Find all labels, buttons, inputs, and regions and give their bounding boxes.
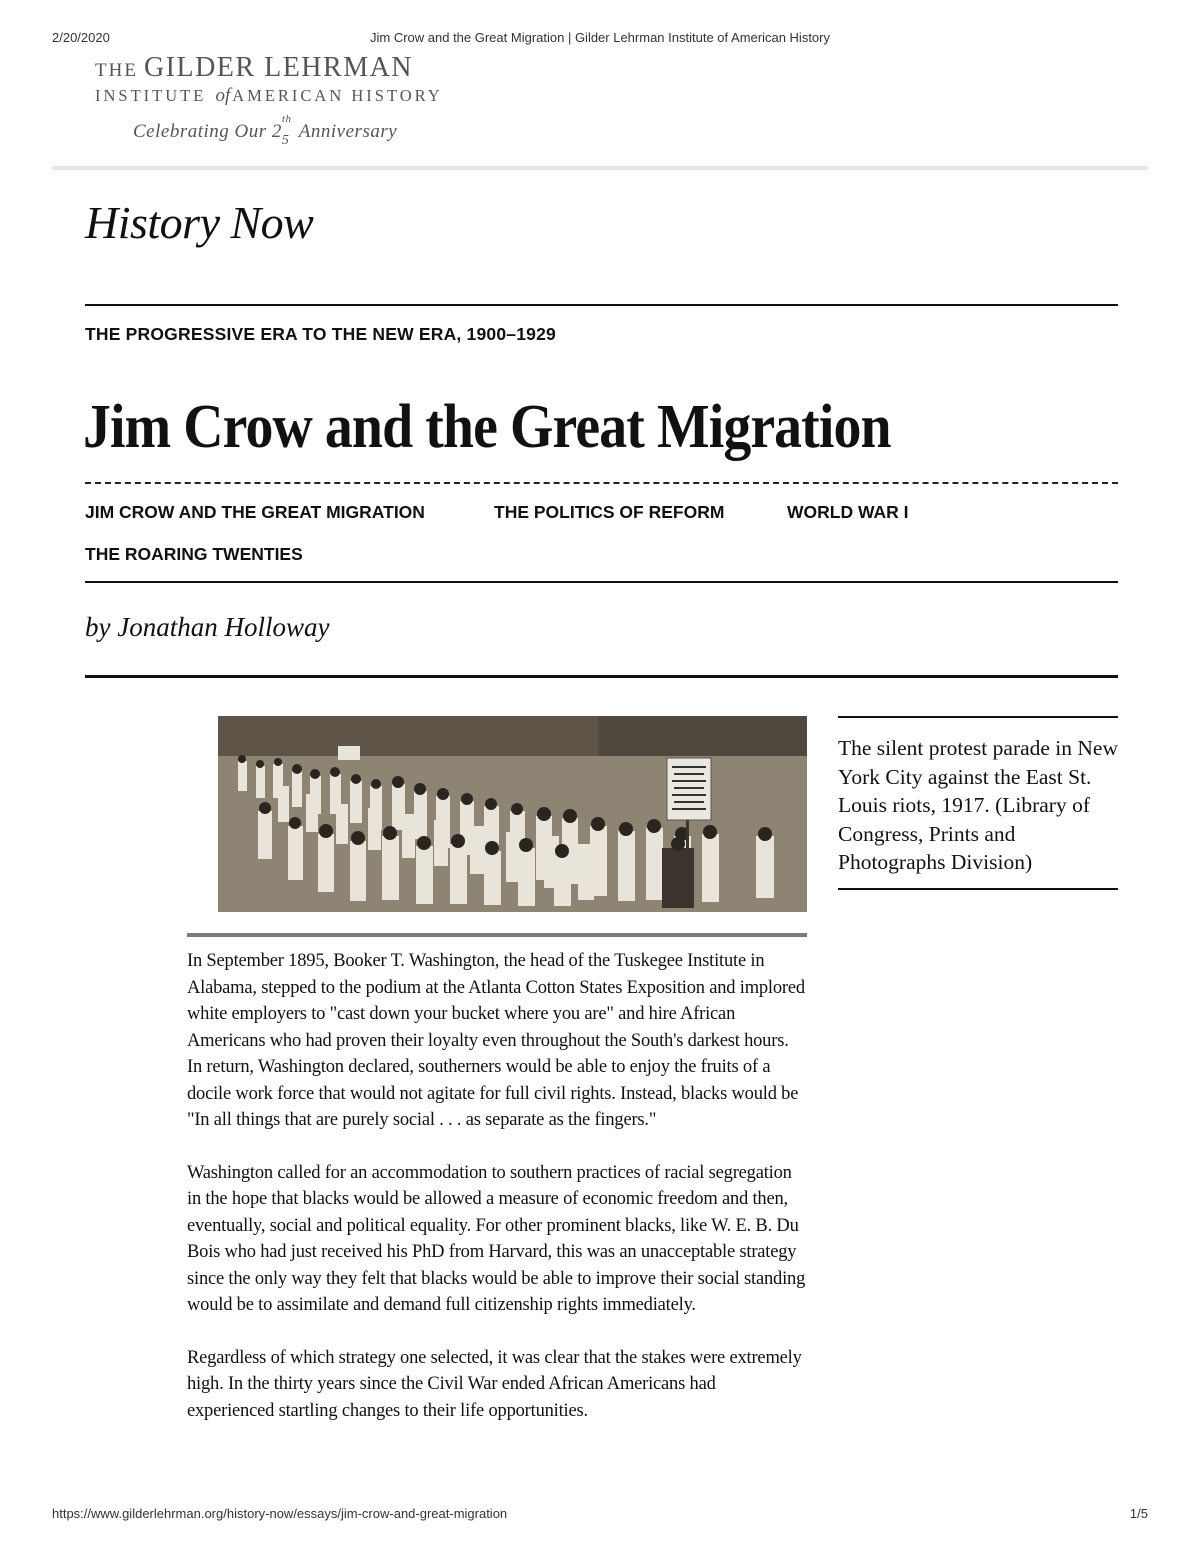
byline-bottom-rule — [85, 675, 1118, 678]
byline: by Jonathan Holloway — [85, 612, 330, 642]
photo-caption-box — [838, 716, 1118, 890]
logo-of: of — [215, 85, 231, 106]
tab-roaring-twenties[interactable]: THE ROARING TWENTIES — [85, 544, 303, 564]
photo-man-head — [671, 837, 685, 851]
headline-dashed-rule — [85, 482, 1118, 484]
article-body — [187, 948, 807, 1450]
print-document-title: Jim Crow and the Great Migration | Gilder Lehrman Institute of American History — [369, 30, 830, 45]
print-footer — [52, 1506, 1148, 1526]
logo-tagline-ordinal — [281, 113, 294, 148]
logo-tagline-start: Celebrating Our 2 — [133, 121, 282, 142]
logo-name-line — [95, 52, 475, 84]
photo-man-dark-suit — [662, 848, 694, 908]
print-page-number: 1/5 — [1129, 1506, 1148, 1521]
logo-american-history: AMERICAN HISTORY — [232, 86, 443, 105]
parade-photo — [218, 716, 807, 912]
logo-tagline-sub: 5 — [281, 133, 290, 148]
article-paragraph: In September 1895, Booker T. Washington, the head of the Tuskegee Institute in Alabama, stepped to the podium at the Atlanta Cotton States Exposition and implored white employers to "cast down your bucket where you are" and hire African Americans who had proven their loyalty even throughout the South's darkest hours. In return, Washington declared, southerners would be able to enjoy the fruits of a docile work force that would not agitate for full civil rights. Instead, blacks would be "In all things that are purely social . . . as separate as the fingers." — [187, 951, 805, 1130]
tab-jim-crow[interactable]: JIM CROW AND THE GREAT MIGRATION — [85, 502, 425, 522]
logo-institute-line — [95, 85, 475, 107]
tab-world-war-i[interactable]: WORLD WAR I — [787, 502, 909, 522]
era-label[interactable]: THE PROGRESSIVE ERA TO THE NEW ERA, 1900–1929 — [85, 324, 556, 344]
photo-underline — [187, 933, 807, 937]
article-paragraph: Regardless of which strategy one selected, it was clear that the stakes were extremely high. In the thirty years since the Civil War ended African Americans had experienced startling changes to their life opportunities. — [187, 1347, 802, 1421]
logo-the: THE — [95, 60, 138, 81]
tabs-bottom-rule — [85, 581, 1118, 583]
section-title[interactable]: History Now — [85, 197, 314, 248]
logo-tagline-sup: th — [281, 113, 292, 125]
photo-distant-banner — [338, 746, 360, 760]
print-date: 2/20/2020 — [52, 30, 110, 45]
tab-politics-of-reform[interactable]: THE POLITICS OF REFORM — [494, 502, 725, 522]
logo-name: GILDER LEHRMAN — [143, 52, 414, 83]
print-header — [52, 30, 1148, 50]
logo-institute: INSTITUTE — [95, 86, 207, 105]
logo-tagline — [133, 113, 475, 148]
page-title: Jim Crow and the Great Migration — [83, 393, 891, 461]
print-url: https://www.gilderlehrman.org/history-now/essays/jim-crow-and-great-migration — [52, 1506, 508, 1521]
photo-caption: The silent protest parade in New York City against the East St. Louis riots, 1917. (Library of Congress, Prints and Photographs Division) — [838, 736, 1119, 874]
logo-tagline-end: Anniversary — [293, 121, 398, 142]
parade-illustration — [218, 716, 807, 912]
article-paragraph: Washington called for an accommodation to southern practices of racial segregation in the hope that blacks would be allowed a measure of economic freedom and then, eventually, social and political equality. For other prominent blacks, like W. E. B. Du Bois who had just received his PhD from Harvard, this was an unacceptable strategy since the only way they felt that blacks would be able to improve their social standing would be to assimilate and demand full citizenship rights immediately. — [187, 1162, 806, 1315]
era-top-rule — [85, 304, 1118, 306]
institute-logo[interactable] — [95, 52, 475, 152]
header-divider — [52, 166, 1148, 170]
